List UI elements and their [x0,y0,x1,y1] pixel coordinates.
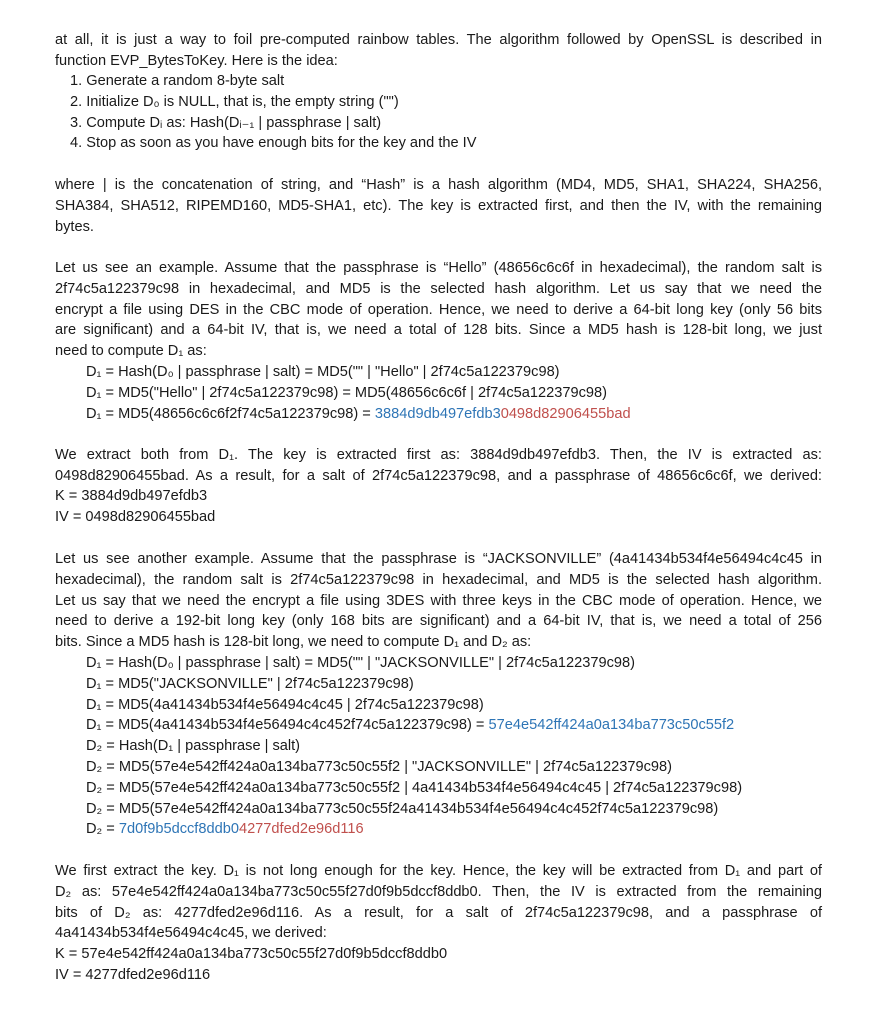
d1-value: 57e4e542ff424a0a134ba773c50c55f2 [488,717,735,734]
paragraph-line: 2f74c5a122379c98 in hexadecimal, and MD5 is the selected hash algorithm. Let us say that we need the [55,280,822,297]
algorithm-steps-list [70,71,476,154]
intro-paragraph [55,30,822,72]
example1-paragraph [55,258,822,362]
paragraph-line: where | is the concatenation of string, and “Hash” is a hash algorithm (MD4, MD5, SHA1, SHA224, SHA256, [55,177,822,193]
example2-paragraph [55,549,822,653]
calc-line: D₂ = Hash(D₁ | passphrase | salt) [86,738,301,755]
calc-text: D₁ = MD5(48656c6c6f2f74c5a122379c98) = [86,405,375,422]
paragraph-line: SHA384, SHA512, RIPEMD160, MD5-SHA1, etc). The key is extracted first, and then the IV, with the remaining [55,197,822,214]
paragraph-line: bytes. [55,218,94,235]
paragraph-line: 4a41434b534f4e56494c4c45, we derived: [55,925,327,942]
paragraph-line: We first extract the key. D₁ is not long enough for the key. Hence, the key will be extracted from D₁ and part of [55,863,822,879]
paragraph-line: bits. Since a MD5 hash is 128-bit long, we need to compute D₁ and D₂ as: [55,634,532,651]
calc-line [86,404,631,425]
calc-line: D₁ = Hash(D₀ | passphrase | salt) = MD5("" | "Hello" | 2f74c5a122379c98) [86,364,560,380]
d1-iv-part: 0498d82906455bad [500,405,631,422]
d2-iv-part: 4277dfed2e96d116 [238,821,364,838]
paragraph-line: are significant) and a 64-bit IV, that is, we need a total of 128 bits. Since a MD5 hash is 128-bit long, we just [55,322,822,339]
paragraph-line: bits of D₂ as: 4277dfed2e96d116. As a result, for a salt of 2f74c5a122379c98, and a passphrase of [55,904,822,921]
calc-line: D₁ = MD5("Hello" | 2f74c5a122379c98) = MD5(48656c6c6f | 2f74c5a122379c98) [86,384,607,401]
paragraph-line: Let us see an example. Assume that the passphrase is “Hello” (48656c6c6f in hexadecimal), the random salt is [55,260,822,276]
calc-line: D₁ = MD5(4a41434b534f4e56494c4c45 | 2f74c5a122379c98) [86,696,484,713]
derived-key: K = 3884d9db497efdb3 [55,488,208,504]
example2-calculation [86,653,742,840]
paragraph-line: need to compute D₁ as: [55,343,207,360]
calc-line: D₂ = MD5(57e4e542ff424a0a134ba773c50c55f24a41434b534f4e56494c4c452f74c5a122379c98) [86,800,719,817]
paragraph-line: hexadecimal), the random salt is 2f74c5a122379c98 in hexadecimal, and MD5 is the selected hash algorithm. [55,571,822,588]
calc-text: D₂ = [86,821,119,838]
where-paragraph [55,175,822,237]
example1-result [55,486,215,528]
d1-key-part: 3884d9db497efdb3 [374,405,501,422]
calc-line: D₁ = MD5("JACKSONVILLE" | 2f74c5a122379c98) [86,675,414,692]
paragraph-line: encrypt a file using DES in the CBC mode of operation. Hence, we need to derive a 64-bit long key (only 56 bits [55,301,822,318]
list-item: 4. Stop as soon as you have enough bits for the key and the IV [70,135,477,152]
calc-line: D₂ = MD5(57e4e542ff424a0a134ba773c50c55f2 | 4a41434b534f4e56494c4c45 | 2f74c5a122379c98) [86,779,743,796]
d2-key-part: 7d0f9b5dccf8ddb0 [118,821,239,838]
example2-result [55,944,447,986]
calc-text: D₁ = MD5(4a41434b534f4e56494c4c452f74c5a122379c98) = [86,717,489,734]
calc-line: D₂ = MD5(57e4e542ff424a0a134ba773c50c55f2 | "JACKSONVILLE" | 2f74c5a122379c98) [86,758,673,775]
example2-extraction-paragraph [55,861,822,944]
calc-line [86,819,742,840]
intro-line: at all, it is just a way to foil pre-computed rainbow tables. The algorithm followed by OpenSSL is described in [55,32,822,48]
paragraph-line: Let us say that we need the encrypt a file using 3DES with three keys in the CBC mode of operation. Hence, we [55,592,822,609]
derived-iv: IV = 4277dfed2e96d116 [55,966,211,983]
example1-extraction-paragraph [55,445,822,487]
paragraph-line: need to derive a 192-bit long key (only 168 bits are significant) and a 64-bit IV, that is, we need a total of 256 [55,613,822,630]
paragraph-line: Let us see another example. Assume that the passphrase is “JACKSONVILLE” (4a41434b534f4e56494c4c45 in [55,551,822,567]
list-item: 3. Compute Dᵢ as: Hash(Dᵢ₋₁ | passphrase | salt) [70,114,382,131]
list-item: 1. Generate a random 8-byte salt [70,73,285,89]
paragraph-line: D₂ as: 57e4e542ff424a0a134ba773c50c55f27d0f9b5dccf8ddb0. Then, the IV is extracted from the remaining [55,883,822,900]
calc-line [86,715,742,736]
intro-line: function EVP_BytesToKey. Here is the idea: [55,52,338,69]
derived-key: K = 57e4e542ff424a0a134ba773c50c55f27d0f9b5dccf8ddb0 [55,946,448,962]
paragraph-line: 0498d82906455bad. As a result, for a salt of 2f74c5a122379c98, and a passphrase of 48656c6c6f, we derived: [55,467,822,484]
list-item: 2. Initialize D₀ is NULL, that is, the empty string ("") [70,93,399,110]
calc-line: D₁ = Hash(D₀ | passphrase | salt) = MD5("" | "JACKSONVILLE" | 2f74c5a122379c98) [86,655,635,671]
paragraph-line: We extract both from D₁. The key is extracted first as: 3884d9db497efdb3. Then, the IV is extracted as: [55,447,822,463]
example1-calculation [86,362,631,424]
derived-iv: IV = 0498d82906455bad [55,508,216,525]
